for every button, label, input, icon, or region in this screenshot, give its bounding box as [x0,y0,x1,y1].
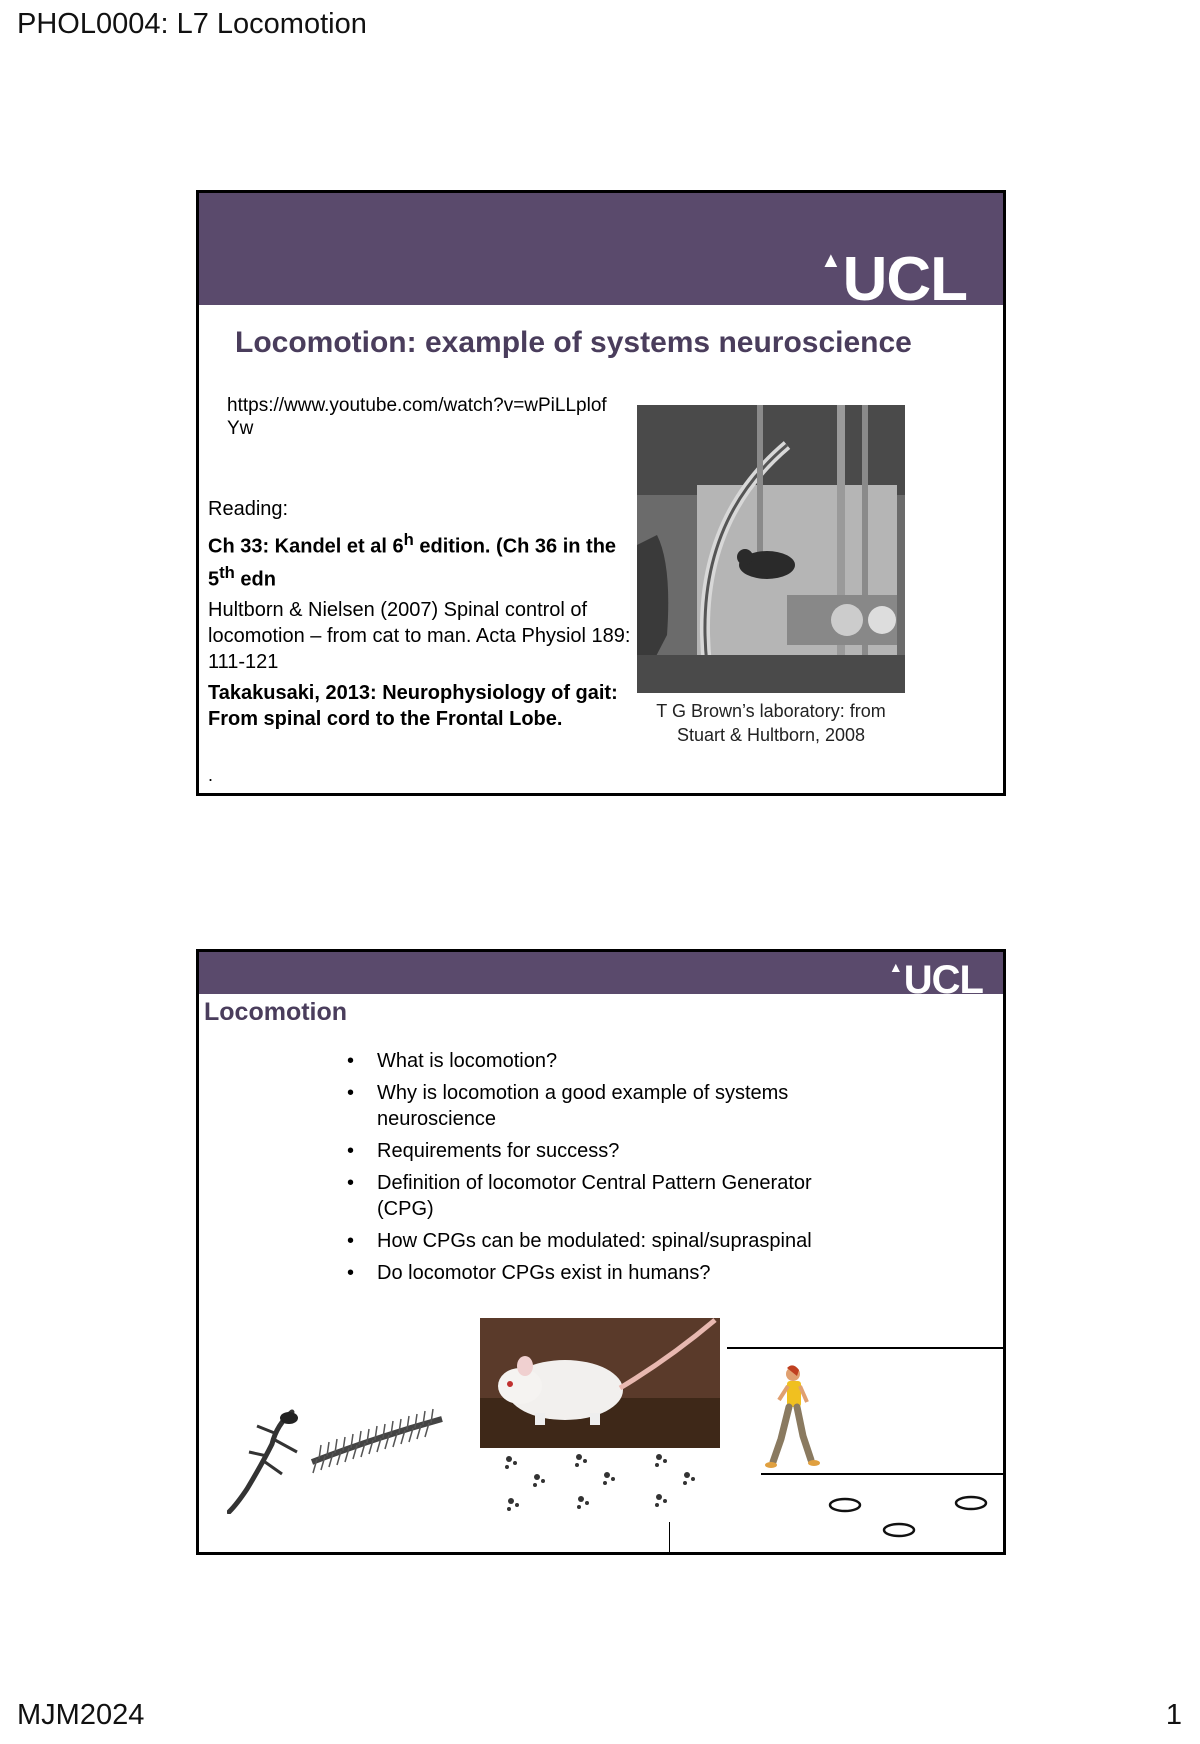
salamander-illustration [227,1404,307,1514]
reference-hultborn: Hultborn & Nielsen (2007) Spinal control of locomotion – from cat to man. Acta Physiol 189: 111-121 [208,599,631,674]
reading-label: Reading: [208,498,289,520]
topic-list [347,1048,867,1292]
list-item: • Why is locomotion a good example of systems neuroscience [347,1082,789,1130]
footer-author: MJM2024 [17,1699,145,1731]
list-item: • Definition of locomotor Central Pattern Generator (CPG) [347,1172,812,1220]
walking-woman-illustration [759,1364,829,1474]
list-item: • What is locomotion? [347,1050,558,1072]
list-item: • Do locomotor CPGs exist in humans? [347,1262,711,1284]
slide-2 [196,949,1006,1555]
ucl-logo: ▲UCL [820,245,967,314]
portico-icon: ▲ [820,247,841,272]
list-item: • How CPGs can be modulated: spinal/supraspinal [347,1230,812,1252]
lab-photo-illustration [637,405,905,693]
reading-list [208,496,638,737]
reference-kandel: Ch 33: Kandel et al 6$^h$ edition. (Ch 36 in the 5th edn [208,530,617,591]
list-item: • Requirements for success? [347,1140,620,1162]
slide-banner [199,193,1003,314]
photo-caption: T G Brown’s laboratory: from Stuart & Hultborn, 2008 [656,701,886,745]
human-footprints-illustration [827,1492,997,1542]
page-number: 1 [1165,1699,1182,1731]
slide-banner [199,952,1003,1002]
reference-takakusaki: Takakusaki, 2013: Neurophysiology of gait: From spinal cord to the Frontal Lobe. [208,682,618,731]
trailing-dot: . [208,765,214,785]
ucl-logo: ▲UCL [888,958,983,1002]
portico-icon: ▲ [888,959,902,975]
slide-1 [196,190,1006,796]
brown-laboratory-photo [637,405,905,693]
centipede-illustration [307,1407,447,1477]
slide-title: Locomotion: example of systems neuroscience [235,326,912,359]
video-link[interactable]: https://www.youtube.com/watch?v=wPiLLplofYw [227,395,607,439]
slide-title: Locomotion [204,998,348,1026]
page-header: PHOL0004: L7 Locomotion [17,8,367,40]
